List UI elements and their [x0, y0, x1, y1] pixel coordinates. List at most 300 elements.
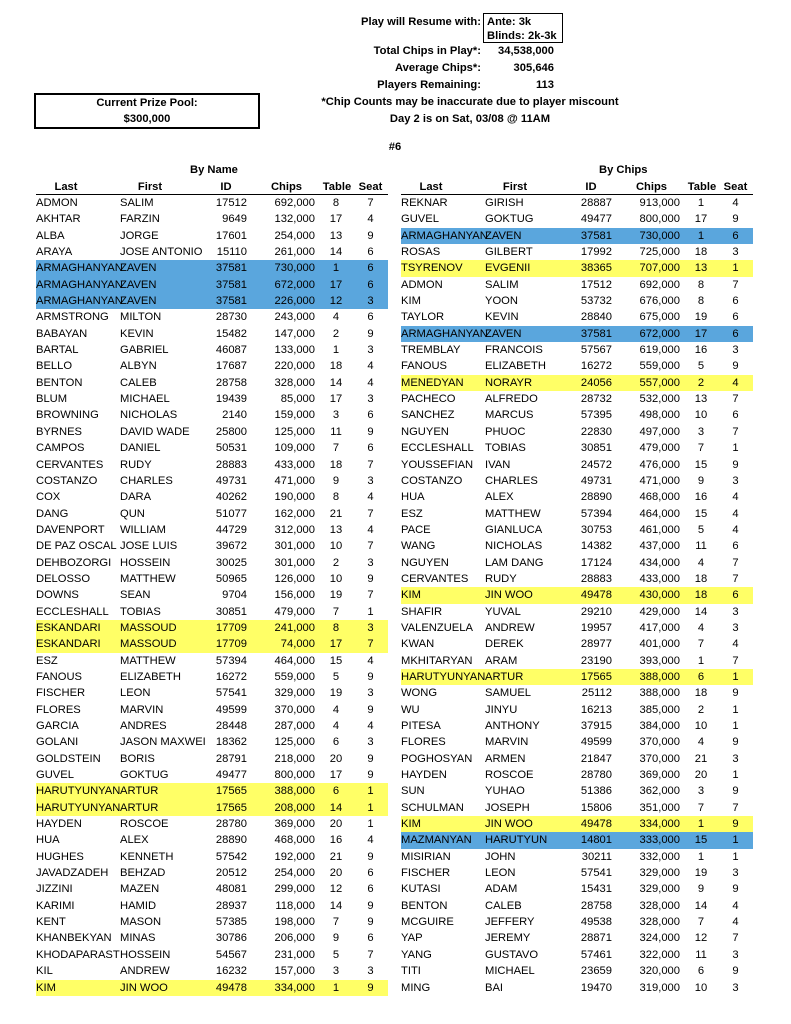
cell-first: CALEB	[485, 899, 522, 912]
cell-chips: 190,000	[274, 491, 315, 504]
cell-id: 28937	[215, 899, 247, 912]
cell-id: 15431	[580, 883, 612, 896]
total-chips-value: 34,538,000	[498, 45, 554, 57]
day-two-note: Day 2 is on Sat, 03/08 @ 11AM	[389, 113, 551, 125]
cell-first: SALIM	[120, 197, 154, 209]
cell-table: 4	[332, 720, 340, 732]
cell-chips: 334,000	[639, 818, 680, 831]
cell-seat: 3	[367, 621, 374, 634]
cell-chips: 370,000	[639, 736, 680, 749]
cell-last: SHAFIR	[401, 605, 443, 618]
cell-first: JOHN	[485, 850, 516, 863]
table-row	[36, 375, 388, 391]
table-row	[36, 211, 388, 227]
cell-first: WILLIAM	[120, 523, 167, 536]
cell-chips: 74,000	[280, 638, 315, 651]
cell-first: SAMUEL	[485, 687, 532, 700]
cell-first: QUN	[120, 507, 145, 520]
cell-seat: 4	[732, 507, 739, 520]
cell-id: 17565	[215, 801, 247, 814]
cell-first: YUHAO	[485, 785, 525, 798]
table-row	[36, 277, 388, 293]
table-row	[36, 898, 388, 914]
cell-table: 11	[695, 540, 707, 553]
cell-last: KIL	[36, 965, 53, 978]
cell-first: MATTHEW	[120, 572, 176, 585]
cell-chips: 388,000	[639, 670, 680, 683]
cell-id: 15806	[580, 801, 612, 814]
cell-first: JIN WOO	[485, 589, 533, 602]
cell-last: FISCHER	[401, 867, 451, 880]
cell-chips: 328,000	[639, 916, 680, 929]
cell-last: ALBA	[36, 229, 65, 242]
cell-seat: 7	[367, 458, 374, 471]
cell-id: 17992	[580, 246, 612, 259]
cell-seat: 7	[732, 654, 739, 667]
cell-seat: 9	[732, 687, 739, 700]
cell-id: 30753	[580, 523, 612, 536]
cell-seat: 6	[367, 409, 374, 422]
cell-seat: 9	[732, 785, 739, 798]
cell-chips: 133,000	[274, 344, 315, 357]
cell-table: 18	[694, 246, 708, 259]
cell-id: 49477	[215, 769, 247, 782]
cell-last: BYRNES	[36, 425, 83, 438]
cell-first: JEFFERY	[485, 916, 535, 929]
cell-id: 17565	[215, 785, 247, 798]
table-row	[36, 555, 388, 571]
cell-seat: 3	[367, 344, 374, 357]
by-chips-title: By Chips	[599, 164, 648, 176]
cell-table: 5	[332, 670, 340, 683]
cell-seat: 9	[367, 703, 374, 716]
cell-table: 4	[332, 703, 340, 716]
cell-chips: 220,000	[274, 360, 315, 373]
table-row	[36, 228, 388, 244]
table-row	[401, 424, 753, 440]
cell-id: 57541	[215, 687, 247, 700]
cell-seat: 6	[732, 229, 739, 242]
cell-last: MCGUIRE	[401, 916, 454, 929]
cell-last: WONG	[401, 687, 438, 700]
total-chips-label: Total Chips in Play*:	[373, 45, 481, 57]
cell-seat: 6	[367, 932, 374, 945]
cell-id: 30025	[215, 556, 247, 569]
table-row	[36, 751, 388, 767]
cell-chips: 471,000	[274, 474, 315, 487]
cell-id: 48081	[215, 883, 247, 896]
cell-first: JIN WOO	[485, 818, 533, 831]
cell-seat: 9	[732, 213, 739, 226]
cell-seat: 4	[367, 834, 374, 847]
cell-last: GOLANI	[36, 736, 79, 749]
cell-last: DANG	[36, 507, 69, 520]
cell-id: 25112	[581, 687, 612, 700]
cell-id: 49478	[215, 981, 247, 994]
cell-first: BAI	[485, 981, 504, 994]
cell-chips: 676,000	[639, 295, 680, 308]
cell-first: DARA	[120, 491, 152, 504]
cell-last: ARMAGHANYAN	[36, 278, 123, 291]
cell-table: 6	[332, 785, 340, 798]
table-row	[401, 947, 753, 963]
cell-last: ESZ	[36, 654, 58, 667]
cell-last: ADMON	[36, 197, 78, 209]
cell-table: 7	[332, 916, 340, 929]
cell-chips: 147,000	[274, 327, 315, 340]
cell-seat: 7	[367, 589, 374, 602]
cell-first: ZAVEN	[485, 229, 522, 242]
table-row	[36, 195, 388, 211]
cell-first: JORGE	[120, 229, 159, 242]
header-table: Table	[322, 181, 352, 193]
cell-last: ESKANDARI	[36, 621, 101, 634]
cell-seat: 9	[367, 752, 374, 765]
cell-table: 5	[697, 360, 705, 373]
cell-seat: 7	[367, 540, 374, 553]
table-row	[36, 849, 388, 865]
table-row	[401, 914, 753, 930]
table-row	[36, 326, 388, 342]
table-row	[36, 620, 388, 636]
cell-first: ELIZABETH	[120, 670, 181, 683]
cell-table: 10	[329, 540, 343, 553]
cell-last: KWAN	[401, 638, 435, 651]
cell-chips: 241,000	[274, 621, 315, 634]
cell-last: KHANBEKYAN	[36, 932, 112, 945]
cell-chips: 559,000	[274, 670, 315, 683]
table-row	[401, 522, 753, 538]
cell-id: 50531	[215, 442, 247, 455]
cell-seat: 9	[732, 818, 739, 831]
cell-seat: 7	[367, 638, 374, 651]
cell-id: 18362	[215, 736, 247, 749]
table-row	[401, 489, 753, 505]
cell-seat: 9	[367, 327, 374, 340]
cell-seat: 6	[367, 278, 374, 291]
table-row	[36, 293, 388, 309]
cell-last: BROWNING	[36, 409, 99, 422]
table-row	[401, 228, 753, 244]
cell-last: ARMAGHANYAN	[36, 295, 123, 308]
cell-first: RUDY	[485, 572, 517, 585]
cell-last: FISCHER	[36, 687, 86, 700]
cell-table: 21	[694, 752, 708, 765]
average-chips-value: 305,646	[513, 62, 554, 74]
cell-table: 19	[694, 867, 708, 880]
cell-table: 7	[697, 638, 705, 651]
cell-last: MAZMANYAN	[401, 834, 472, 847]
cell-last: HAYDEN	[36, 818, 82, 831]
cell-chips: 261,000	[274, 246, 315, 259]
cell-first: GOKTUG	[485, 213, 534, 226]
cell-table: 4	[697, 736, 705, 749]
cell-chips: 231,000	[274, 948, 315, 961]
table-row	[401, 538, 753, 554]
cell-table: 6	[697, 670, 705, 683]
cell-chips: 362,000	[639, 785, 680, 798]
cell-chips: 471,000	[639, 474, 680, 487]
cell-chips: 464,000	[639, 507, 680, 520]
cell-last: CERVANTES	[401, 572, 469, 585]
cell-chips: 401,000	[639, 638, 680, 651]
cell-chips: 479,000	[639, 442, 680, 455]
cell-chips: 85,000	[280, 393, 315, 406]
cell-chips: 388,000	[274, 785, 315, 798]
table-row	[36, 718, 388, 734]
cell-first: MICHAEL	[120, 393, 170, 406]
cell-first: ANDREW	[120, 965, 170, 978]
cell-id: 28448	[215, 720, 247, 732]
cell-id: 49538	[580, 916, 612, 929]
cell-table: 18	[329, 360, 343, 373]
cell-seat: 1	[732, 720, 739, 732]
cell-table: 1	[697, 818, 705, 831]
table-row	[401, 391, 753, 407]
cell-table: 5	[697, 523, 705, 536]
cell-table: 1	[332, 981, 340, 994]
cell-table: 6	[332, 736, 340, 749]
cell-id: 57567	[580, 344, 612, 357]
cell-id: 30786	[215, 932, 247, 945]
cell-last: PITESA	[401, 720, 441, 732]
cell-id: 16272	[580, 360, 612, 373]
cell-id: 38365	[580, 262, 612, 275]
cell-first: CHARLES	[485, 474, 538, 487]
cell-last: GUVEL	[401, 213, 439, 226]
cell-first: GILBERT	[485, 246, 533, 259]
table-row	[36, 963, 388, 979]
table-row	[36, 309, 388, 325]
cell-last: NGUYEN	[401, 556, 449, 569]
cell-last: BABAYAN	[36, 327, 88, 340]
cell-chips: 334,000	[274, 981, 315, 994]
header-id: ID	[585, 181, 597, 193]
cell-seat: 9	[367, 670, 374, 683]
cell-last: ARMAGHANYAN	[401, 229, 488, 242]
cell-id: 19470	[580, 981, 612, 994]
cell-table: 12	[329, 883, 343, 896]
cell-first: CHARLES	[120, 474, 173, 487]
table-row	[36, 734, 388, 750]
cell-chips: 393,000	[639, 654, 680, 667]
cell-id: 29210	[580, 605, 612, 618]
table-row	[36, 571, 388, 587]
cell-seat: 6	[732, 589, 739, 602]
cell-seat: 3	[732, 621, 739, 634]
cell-chips: 498,000	[639, 409, 680, 422]
cell-id: 40262	[215, 491, 247, 504]
cell-seat: 6	[367, 442, 374, 455]
cell-first: MILTON	[120, 311, 162, 324]
cell-table: 13	[329, 229, 343, 242]
cell-table: 7	[697, 801, 705, 814]
cell-first: NICHOLAS	[485, 540, 543, 553]
cell-chips: 125,000	[274, 425, 315, 438]
table-row	[401, 407, 753, 423]
cell-last: FANOUS	[401, 360, 448, 373]
table-row	[401, 277, 753, 293]
cell-id: 28871	[580, 932, 612, 945]
table-row	[36, 489, 388, 505]
cell-id: 28887	[580, 197, 612, 209]
cell-id: 57394	[580, 507, 612, 520]
cell-first: ARAM	[485, 654, 518, 667]
cell-first: ARTUR	[485, 670, 524, 683]
cell-first: MASON	[120, 916, 162, 929]
cell-id: 17709	[215, 638, 247, 651]
header-chips: Chips	[270, 181, 303, 193]
table-row	[401, 783, 753, 799]
cell-table: 9	[332, 474, 340, 487]
table-row	[401, 342, 753, 358]
cell-id: 17709	[215, 621, 247, 634]
cell-last: KUTASI	[401, 883, 441, 896]
cell-table: 3	[332, 409, 340, 422]
cell-chips: 692,000	[639, 278, 680, 291]
cell-id: 54567	[215, 948, 247, 961]
cell-seat: 4	[367, 360, 374, 373]
cell-table: 13	[694, 393, 708, 406]
cell-chips: 913,000	[639, 197, 680, 209]
cell-id: 28780	[580, 769, 612, 782]
cell-last: ESZ	[401, 507, 423, 520]
cell-last: YAP	[401, 932, 423, 945]
cell-chips: 433,000	[274, 458, 315, 471]
cell-last: KARIMI	[36, 899, 75, 912]
cell-chips: 126,000	[274, 572, 315, 585]
table-row	[36, 440, 388, 456]
blinds-text: Blinds: 2k-3k	[487, 30, 557, 42]
by-chips-rows	[401, 195, 753, 996]
cell-id: 57461	[580, 948, 612, 961]
cell-table: 8	[697, 278, 705, 291]
table-row	[36, 244, 388, 260]
cell-table: 9	[697, 883, 705, 896]
ante-text: Ante: 3k	[487, 16, 532, 28]
cell-first: MARVIN	[485, 736, 529, 749]
prize-pool-label: Current Prize Pool:	[96, 97, 198, 109]
cell-seat: 4	[732, 899, 739, 912]
table-row	[401, 685, 753, 701]
cell-chips: 388,000	[639, 687, 680, 700]
cell-first: MATTHEW	[485, 507, 541, 520]
cell-first: ZAVEN	[120, 295, 157, 308]
cell-chips: 109,000	[274, 442, 315, 455]
cell-chips: 192,000	[274, 850, 315, 863]
cell-seat: 3	[367, 965, 374, 978]
cell-id: 49599	[215, 703, 247, 716]
cell-seat: 7	[732, 572, 739, 585]
cell-last: ECCLESHALL	[401, 442, 474, 455]
cell-seat: 1	[367, 801, 374, 814]
cell-last: GARCIA	[36, 720, 79, 732]
cell-first: MINAS	[120, 932, 156, 945]
cell-id: 28883	[580, 572, 612, 585]
table-row	[401, 293, 753, 309]
cell-id: 51386	[580, 785, 612, 798]
cell-chips: 226,000	[274, 295, 315, 308]
header-last: Last	[419, 181, 443, 193]
cell-seat: 4	[367, 376, 374, 389]
cell-id: 14801	[580, 834, 612, 847]
cell-id: 23190	[580, 654, 612, 667]
cell-last: DELOSSO	[36, 572, 91, 585]
cell-first: ZAVEN	[120, 278, 157, 291]
cell-table: 15	[694, 458, 708, 471]
header-first: First	[137, 181, 163, 193]
cell-id: 39672	[215, 540, 247, 553]
cell-first: YUVAL	[485, 605, 521, 618]
cell-last: ARMAGHANYAN	[401, 327, 488, 340]
cell-first: ALEX	[120, 834, 149, 847]
cell-first: FRANCOIS	[485, 344, 543, 357]
cell-table: 17	[694, 327, 708, 340]
cell-last: AKHTAR	[36, 213, 81, 226]
cell-chips: 707,000	[639, 262, 680, 275]
cell-table: 3	[697, 425, 705, 438]
cell-table: 17	[329, 769, 343, 782]
cell-chips: 125,000	[274, 736, 315, 749]
cell-chips: 328,000	[274, 376, 315, 389]
cell-first: MICHAEL	[485, 965, 535, 978]
cell-table: 2	[332, 327, 340, 340]
cell-chips: 672,000	[639, 327, 680, 340]
table-row	[36, 391, 388, 407]
cell-first: ADAM	[485, 883, 518, 896]
cell-seat: 9	[367, 981, 374, 994]
cell-table: 14	[694, 605, 708, 618]
cell-table: 13	[694, 262, 708, 275]
cell-chips: 332,000	[639, 850, 680, 863]
cell-chips: 434,000	[639, 556, 680, 569]
cell-id: 46087	[215, 344, 247, 357]
cell-table: 14	[329, 801, 343, 814]
cell-id: 19439	[215, 393, 247, 406]
cell-last: PACE	[401, 523, 431, 536]
cell-chips: 619,000	[639, 344, 680, 357]
header-chips: Chips	[635, 181, 668, 193]
cell-first: FARZIN	[120, 213, 160, 226]
table-row	[401, 457, 753, 473]
cell-id: 57395	[580, 409, 612, 422]
cell-chips: 370,000	[274, 703, 315, 716]
prize-pool-box	[34, 93, 260, 129]
cell-last: HAYDEN	[401, 769, 447, 782]
cell-id: 19957	[580, 621, 612, 634]
cell-seat: 4	[732, 638, 739, 651]
cell-table: 7	[697, 442, 705, 455]
cell-seat: 6	[367, 883, 374, 896]
table-row	[36, 816, 388, 832]
cell-id: 14382	[580, 540, 612, 553]
cell-first: HAMID	[120, 899, 157, 912]
cell-chips: 254,000	[274, 229, 315, 242]
cell-last: BARTAL	[36, 344, 79, 357]
cell-seat: 4	[732, 376, 739, 389]
table-row	[401, 309, 753, 325]
cell-id: 28883	[215, 458, 247, 471]
cell-seat: 7	[367, 948, 374, 961]
cell-last: GUVEL	[36, 769, 74, 782]
cell-seat: 7	[732, 278, 739, 291]
cell-first: ANDREW	[485, 621, 535, 634]
cell-seat: 6	[732, 295, 739, 308]
cell-seat: 3	[732, 344, 739, 357]
cell-table: 5	[332, 948, 340, 961]
cell-table: 7	[332, 442, 340, 455]
table-row	[401, 211, 753, 227]
